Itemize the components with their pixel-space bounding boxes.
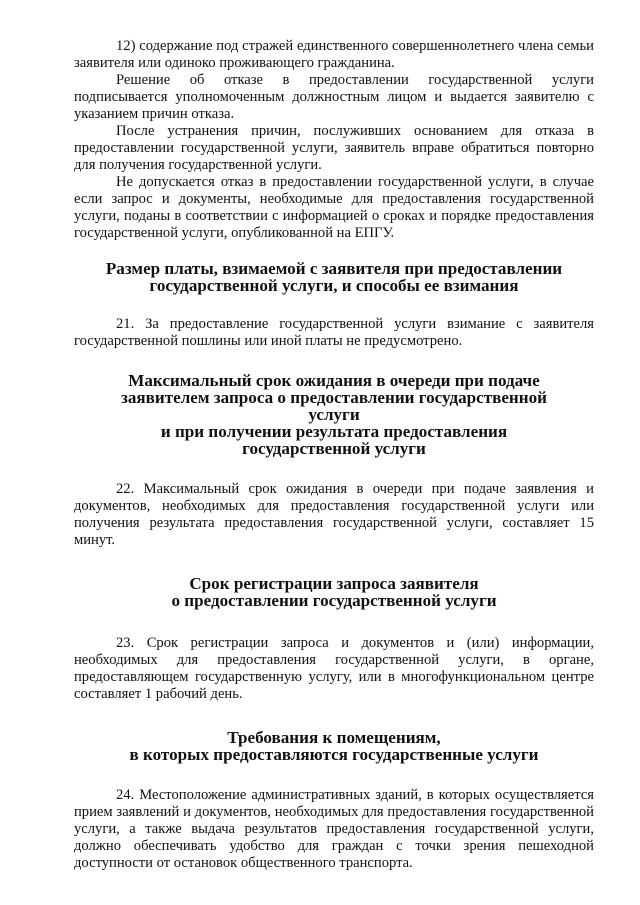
document-page [74, 38, 594, 872]
heading-line: Размер платы, взимаемой с заявителя при предоставлении [105, 259, 563, 278]
paragraph-item-12: 12) содержание под стражей единственного совершеннолетнего члена семьи заявителя или одиноко проживающего гражданина. [74, 38, 594, 71]
paragraph-24: 24. Местоположение административных зданий, в которых осуществляется прием заявлений и документов, необходимых для предоставления государственной услуги, а также выдача результатов предоставления государственной услуги, должно обеспечивать удобство для граждан с точки зрения пешеходной доступности от остановок общественного транспорта. [74, 787, 594, 871]
heading-line: Максимальный срок ожидания в очереди при подаче [128, 371, 540, 390]
paragraph-refusal-signature: Решение об отказе в предоставлении государственной услуги подписывается уполномоченным должностным лицом и выдается заявителю с указанием причин отказа. [74, 72, 594, 122]
section-heading-premises [74, 729, 594, 763]
heading-line: заявителем запроса о предоставлении государственной услуги [121, 388, 547, 424]
heading-line: государственной услуги, и способы ее взимания [149, 276, 519, 295]
heading-line: Требования к помещениям, [227, 728, 441, 747]
section-heading-queue-time [74, 372, 594, 457]
heading-line: в которых предоставляются государственные услуги [129, 745, 539, 764]
heading-line: о предоставлении государственной услуги [171, 591, 497, 610]
paragraph-refusal-not-allowed: Не допускается отказ в предоставлении государственной услуги, в случае если запрос и документы, необходимые для предоставления государственной услуги, поданы в соответствии с информацией о сроках и порядке предоставления государственной услуги, опубликованной на ЕПГУ. [74, 174, 594, 241]
paragraph-21: 21. За предоставление государственной услуги взимание с заявителя государственной пошлины или иной платы не предусмотрено. [74, 316, 594, 349]
heading-line: и при получении результата предоставления [160, 422, 508, 441]
paragraph-23: 23. Срок регистрации запроса и документов и (или) информации, необходимых для предоставления государственной услуги, в органе, предоставляющем государственную услугу, или в многофункциональном центре составляет 1 рабочий день. [74, 635, 594, 702]
heading-line: Срок регистрации запроса заявителя [189, 574, 479, 593]
heading-line: государственной услуги [242, 439, 426, 458]
paragraph-repeat-application: После устранения причин, послуживших основанием для отказа в предоставлении государственной услуги, заявитель вправе обратиться повторно для получения государственной услуги. [74, 123, 594, 173]
section-heading-registration [74, 575, 594, 609]
section-heading-fee [74, 260, 594, 294]
paragraph-22: 22. Максимальный срок ожидания в очереди при подаче заявления и документов, необходимых для предоставления государственной услуги или получения результата предоставления государственной услуги, составляет 15 минут. [74, 481, 594, 548]
